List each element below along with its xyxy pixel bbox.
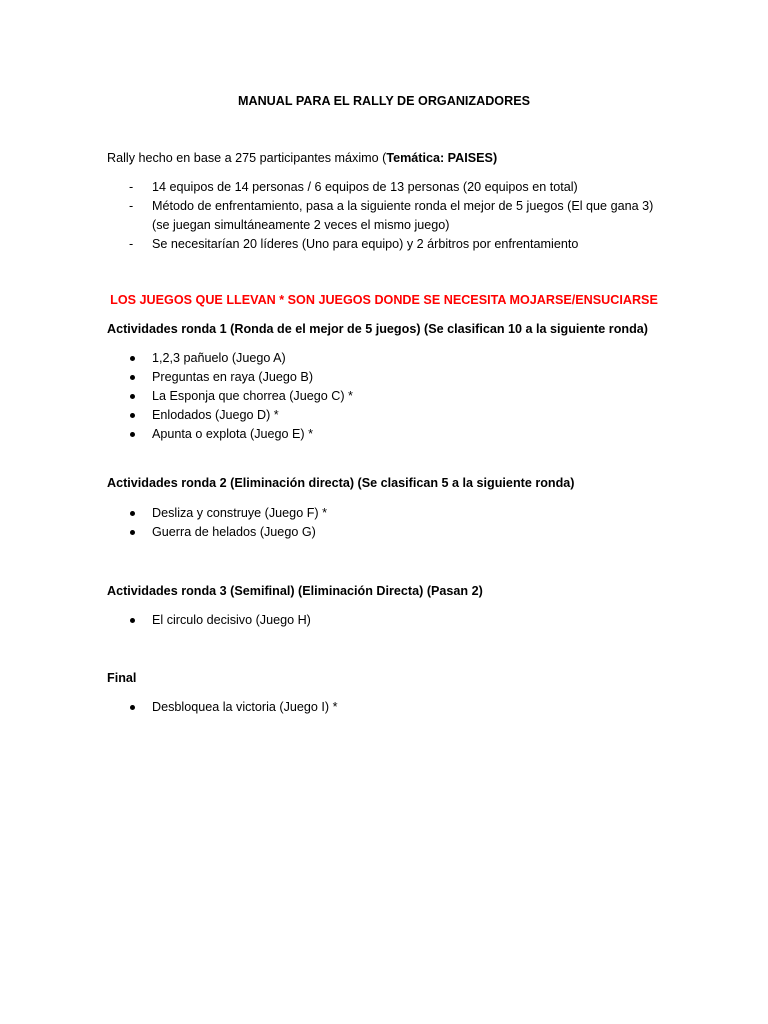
list-item [107,406,667,425]
bullet-icon [130,530,135,535]
detail-text: Método de enfrentamiento, pasa a la siguiente ronda el mejor de 5 juegos (El que gana 3) (se juegan simultáneamente 2 veces el mismo juego) [152,199,654,232]
bullet-icon [130,394,135,399]
bullet-icon [130,511,135,516]
game-label: Preguntas en raya (Juego B) [152,370,314,384]
detail-text: Se necesitarían 20 líderes (Uno para equipo) y 2 árbitros por enfrentamiento [152,237,579,251]
list-item [107,197,667,235]
intro-paragraph [107,149,497,168]
list-item [107,611,667,630]
bullet-icon [130,432,135,437]
list-item [107,387,667,406]
dash-marker: - [129,180,134,194]
game-label: Desliza y construye (Juego F) * [152,506,327,520]
dash-marker: - [129,199,134,213]
detail-text: 14 equipos de 14 personas / 6 equipos de 13 personas (20 equipos en total) [152,180,578,194]
details-list [107,178,667,254]
final-heading: Final [107,671,137,685]
game-label: Guerra de helados (Juego G) [152,525,316,539]
round-3-games [107,611,667,630]
bullet-icon [130,356,135,361]
page-title: MANUAL PARA EL RALLY DE ORGANIZADORES [237,94,530,108]
game-label: 1,2,3 pañuelo (Juego A) [152,351,286,365]
list-item [107,178,667,197]
game-label: La Esponja que chorrea (Juego C) * [152,389,353,403]
list-item [107,235,667,254]
game-label: Apunta o explota (Juego E) * [152,427,314,441]
game-label: Enlodados (Juego D) * [152,408,279,422]
round-2-games [107,504,667,542]
bullet-icon [130,705,135,710]
list-item [107,349,667,368]
list-item [107,504,667,523]
intro-text: Rally hecho en base a 275 participantes máximo ( [107,151,387,165]
list-item [107,368,667,387]
intro-theme: Temática: PAISES) [386,151,498,165]
final-games [107,698,667,717]
game-label: Desbloquea la victoria (Juego I) * [152,700,338,714]
list-item [107,698,667,717]
bullet-icon [130,413,135,418]
bullet-icon [130,618,135,623]
bullet-icon [130,375,135,380]
dash-marker: - [129,237,134,251]
round-1-heading: Actividades ronda 1 (Ronda de el mejor de 5 juegos) (Se clasifican 10 a la siguiente ronda) [107,322,648,336]
round-2-heading: Actividades ronda 2 (Eliminación directa) (Se clasifican 5 a la siguiente ronda) [107,476,575,490]
round-3-heading: Actividades ronda 3 (Semifinal) (Eliminación Directa) (Pasan 2) [107,584,483,598]
list-item [107,425,667,444]
round-1-games [107,349,667,444]
list-item [107,523,667,542]
warning-note: LOS JUEGOS QUE LLEVAN * SON JUEGOS DONDE SE NECESITA MOJARSE/ENSUCIARSE [110,293,658,307]
game-label: El circulo decisivo (Juego H) [152,613,311,627]
